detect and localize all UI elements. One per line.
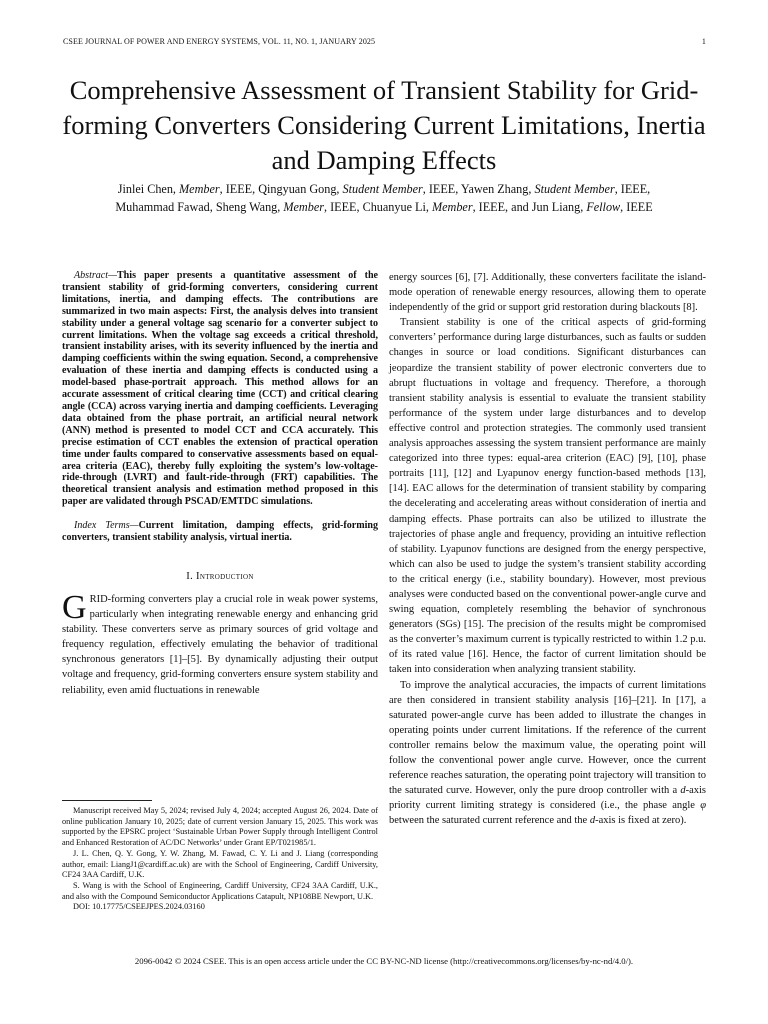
index-terms-text: Current limitation, damping effects, grid-forming converters, transient stability analysis, virtual inertia. [62,520,378,544]
footnote-wang: S. Wang is with the School of Engineering, Cardiff University, CF24 3AA Cardiff, U.K., and also with the Compound Semiconductor Applications Catapult, NP108BE Newport, U.K. [62,880,378,901]
author-name: Jinlei Chen, [117,182,180,196]
intro-paragraph-1 [62,588,378,698]
author-affil: , IEEE, [614,182,651,196]
paragraph-3-text-c: between the saturated current reference and the [389,815,590,827]
author-line-1 [40,180,728,198]
paragraph-3-text-a: To improve the analytical accuracies, the impacts of current limitations are then considered in transient stability analysis [16]–[21]. In [17], a saturated power-angle curve has been added to illustrate the changes in operating points under current limitations. If the reference of the current controller remains below the maximum value, the operating point will follow the conventional power angle curve. However, once the current reference reaches saturation, the operating point trajectory will transition to the saturated curve. However, only the pure droop controller with a [389,679,706,797]
author-affil: , IEEE, [219,182,259,196]
abstract [62,270,378,508]
abstract-text: This paper presents a quantitative assessment of the transient stability of grid-forming converters, considering current limitations, inertia, and damping effects. The contributions are summarized in two main aspects: First, the analysis delves into transient stability under a general voltage sag scenario for a converter subject to current limitations. When the voltage sag exceeds a critical threshold, transient instability arises, with its severity influenced by the inertia and damping coefficients within the swing equation. Second, a comprehensive evaluation of these inertia and damping effects is conducted using a model-based phase-portrait approach. This method allows for an accurate assessment of critical clearing time (CCT) and critical clearing angle (CCA) across varying inertia and damping coefficients. Leveraging data obtained from the phase portrait, an artificial neural network (ANN) method is presented to model CCT and CCA accurately. This precise estimation of CCT enables the extension of practical operation time under faults compared to conservative assessments based on equal-area criteria (EAC), thereby fully exploiting the system’s low-voltage-ride-through (LVRT) and fault-ride-through (FRT) capabilities. The theoretical transient analysis and estimation method proposed in this paper are validated through PSCAD/EMTDC simulations. [62,270,378,508]
math-phi: φ [700,800,706,812]
drop-cap: G [62,588,87,626]
author-affil: , IEEE [620,200,653,214]
journal-header: CSEE JOURNAL OF POWER AND ENERGY SYSTEMS, VOL. 11, NO. 1, JANUARY 2025 [63,37,376,46]
license-footer: 2096-0042 © 2024 CSEE. This is an open access article under the CC BY-NC-ND license (http://creativecommons.org/licenses/by-nc-nd/4.0/). [134,956,634,966]
author-role: Fellow [586,200,621,214]
footnote-authors: J. L. Chen, Q. Y. Gong, Y. W. Zhang, M. Fawad, C. Y. Li and J. Liang (corresponding author, email: LiangJ1@cardiff.ac.uk) are with the School of Engineering, Cardiff University, CF24 3AA Cardiff, U.K. [62,848,378,880]
author-affil: , IEEE, [323,200,363,214]
author-role: Student Member [342,182,423,196]
author-name: and Jun Liang, [511,200,587,214]
drop-cap-continuation: RID [89,593,108,605]
author-role: Member [179,182,220,196]
footnote-manuscript: Manuscript received May 5, 2024; revised July 4, 2024; accepted August 26, 2024. Date of online publication January 10, 2025; date of current version January 15, 2025. This work was supported by the EPSRC project ‘Sustainable Urban Power Supply through Intelligent Control and Enhanced Restoration of AC/DC Networks’ under Grant EP/T021985/1. [62,806,378,848]
author-name: Muhammad Fawad, Sheng Wang, [115,200,284,214]
paragraph-3-text-b: -axis priority current limiting strategy is considered (i.e., the phase angle [389,785,706,812]
footnote-doi: DOI: 10.17775/CSEEJPES.2024.03160 [73,902,205,912]
intro-paragraph-1-text: -forming converters play a crucial role in weak power systems, particularly when integrating renewable energy and enhancing grid stability. These converters serve as primary sources of grid voltage and frequency regulation, effectively emulating the behavior of traditional synchronous generators [1]–[5]. By dynamically adjusting their output voltage and frequency, grid-forming converters ensure system stability and reliability, even amid fluctuations in renewable [62,593,378,696]
author-line-2 [40,198,728,216]
section-title: Introduction [196,570,254,582]
right-column [389,270,706,828]
intro-paragraph-2: Transient stability is one of the critical aspects of grid-forming converters’ performance during large disturbances, such as faults or sudden changes in source or load conditions. Significant disturbances can jeopardize the transient stability of power electronic converters due to abrupt fluctuations in voltage and frequency. Therefore, a thorough transient stability analysis is essential to evaluate the transient stability performance of the system under large disturbances and to develop effective control and protection strategies. The commonly used transient analysis approaches assessing the system transient performance are mainly categorized into three types: equal-area criterion (EAC) [9], [10], phase portraits [11], [12] and Lyapunov energy function-based methods [13], [14]. EAC allows for the determination of transient stability by comparing the decelerating and accelerating areas without consideration of inertia and damping effects. Phase portraits can also be utilized to illustrate the trajectories of phase angle and frequency, providing an intuitive reflection of stability. Lyapunov functions are designed from the energy perspective, which can also be used to judge the system’s transient stability according to the critical energy (i.e., stability boundary). However, most previous analyses were conducted based on the conventional power-angle curve and swing equation, completely resembling the behavior of synchronous generators (SGs) [15]. The precision of the results might be compromised as the converter’s maximum current is typically restricted to within 1.2 p.u. of its rated value [16]. Hence, the factor of current limitation should be taken into consideration when analyzing transient stability. [389,317,706,676]
author-role: Member [431,200,473,214]
abstract-label: Abstract— [74,270,117,281]
math-d: d [589,815,596,827]
intro-paragraph-3 [389,678,706,829]
running-head [63,37,706,51]
author-name: Qingyuan Gong, [258,182,343,196]
author-affil: , IEEE, [472,200,512,214]
author-affil: , IEEE, [422,182,461,196]
index-terms-label: Index Terms— [74,520,139,532]
paragraph-3-text-e: -axis is fixed at zero). [595,815,687,827]
author-name: Yawen Zhang, [460,182,535,196]
section-number: I. [186,570,197,582]
footnotes [62,800,378,913]
index-terms [62,520,378,544]
left-column [62,270,378,698]
paper-title: Comprehensive Assessment of Transient Stability for Grid-forming Converters Considering Current Limitations, Inertia and Damping Effects [62,75,706,175]
footnote-rule [62,800,152,801]
intro-paragraph-1-continued: energy sources [6], [7]. Additionally, these converters facilitate the island-mode operation of renewable energy resources, allowing them to operate independently of the grid or support grid restoration during blackouts [8]. [389,272,706,314]
math-d: d [680,785,686,797]
author-role: Member [283,200,324,214]
author-role: Student Member [534,182,615,196]
author-list [40,180,728,216]
page-number: 1 [701,37,706,46]
section-heading-introduction [62,571,378,582]
author-name: Chuanyue Li, [362,200,432,214]
